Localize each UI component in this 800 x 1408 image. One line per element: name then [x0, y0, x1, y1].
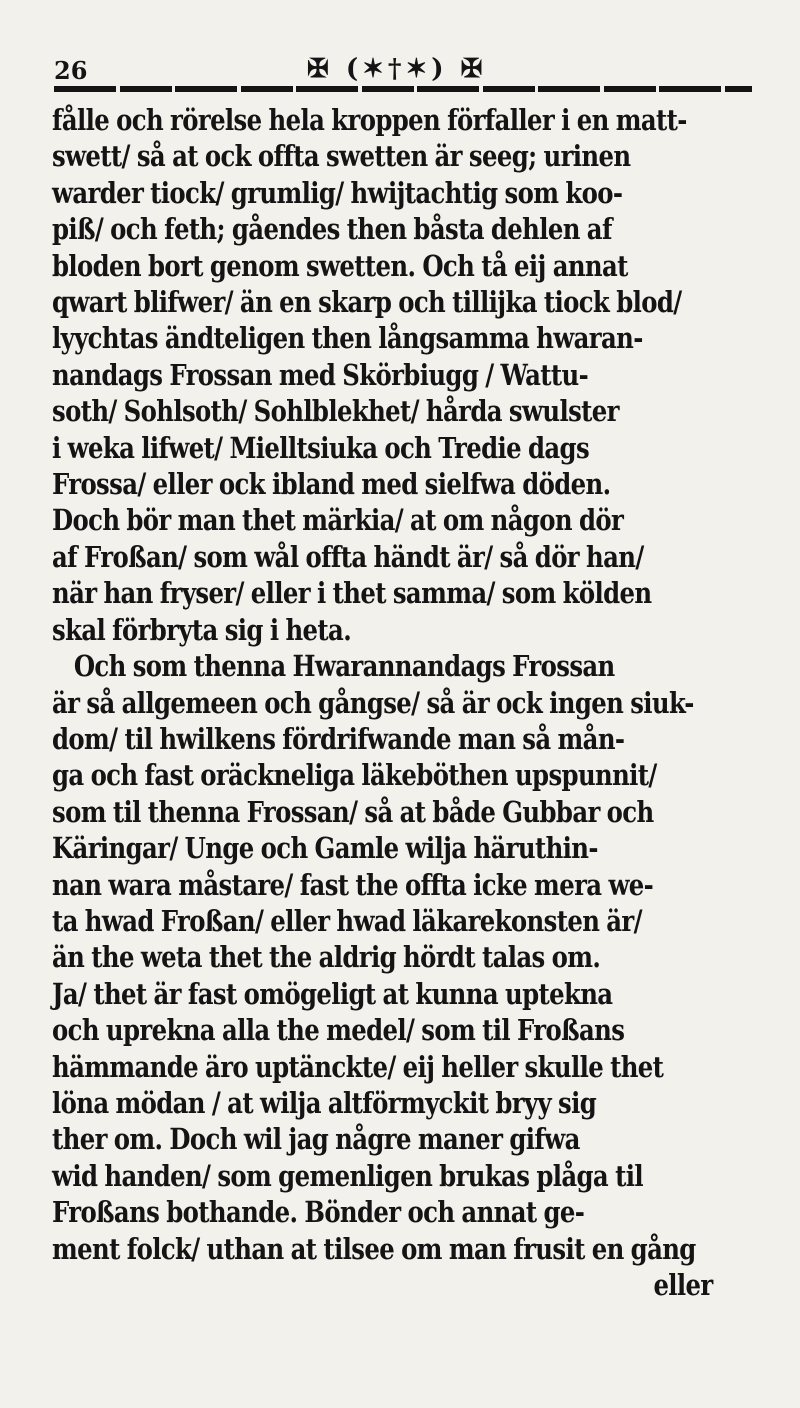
text-line: skal förbryta sig i heta. — [52, 612, 352, 647]
text-line: bloden bort genom swetten. Och tå eij annat — [52, 248, 628, 283]
text-line: wid handen/ som gemenligen brukas plåga til — [52, 1158, 643, 1193]
page-number: 26 — [54, 56, 88, 85]
text-line: i weka lifwet/ Mielltsiuka och Tredie dags — [52, 430, 590, 465]
paragraph-start-line: Och som thenna Hwarannandags Frossan — [73, 649, 615, 684]
text-line: soth/ Sohlsoth/ Sohlblekhet/ hårda swulster — [52, 394, 619, 429]
text-line: af Froßan/ som wål offta händt är/ så dör han/ — [52, 539, 644, 574]
text-line: är så allgemeen och gångse/ så är ock ingen siuk- — [52, 685, 694, 720]
text-line: som til thenna Frossan/ så at både Gubbar och — [52, 794, 654, 829]
text-line: Ja/ thet är fast omögeligt at kunna uptekna — [52, 976, 613, 1011]
text-line: ther om. Doch wil jag någre maner gifwa — [52, 1122, 580, 1157]
text-line: när han fryser/ eller i thet samma/ som kölden — [52, 576, 652, 611]
page-header — [54, 48, 750, 88]
body-text — [52, 102, 713, 1303]
text-line: fålle och rörelse hela kroppen förfaller i en matt- — [52, 103, 687, 137]
text-line: qwart blifwer/ än en skarp och tillijka tiock blod/ — [52, 285, 682, 320]
header-rule — [54, 86, 752, 92]
text-line: Käringar/ Unge och Gamle wilja häruthin- — [52, 831, 598, 866]
text-line: dom/ til hwilkens fördrifwande man så mån- — [52, 721, 625, 756]
header-ornament: ✠ (✶†✶) ✠ — [307, 54, 487, 84]
text-line: hämmande äro uptänckte/ eij heller skulle thet — [52, 1049, 664, 1084]
text-line: piß/ och feth; gåendes then båsta dehlen af — [52, 212, 612, 247]
text-line: Froßans bothande. Bönder och annat ge- — [52, 1195, 585, 1230]
text-line: Frossa/ eller ock ibland med sielfwa döden. — [52, 467, 611, 502]
text-line: nan wara måstare/ fast the offta icke mera we- — [52, 867, 654, 902]
text-line: och uprekna alla the medel/ som til Froßans — [52, 1013, 625, 1048]
text-line: lyychtas ändteligen then långsamma hwaran- — [52, 321, 643, 356]
text-line: ta hwad Froßan/ eller hwad läkarekonsten är/ — [52, 903, 642, 938]
text-line: nandags Frossan med Skörbiugg / Wattu- — [52, 357, 589, 392]
text-line: löna mödan / at wilja altförmyckit bryy sig — [52, 1085, 597, 1120]
text-line: än the weta thet the aldrig hördt talas om. — [52, 940, 601, 975]
text-line: ga och fast oräckneliga läkeböthen upspunnit/ — [52, 758, 657, 793]
text-line: swett/ så at ock offta swetten är seeg; urinen — [52, 139, 631, 174]
text-line: ment folck/ uthan at tilsee om man frusit en gång — [52, 1231, 696, 1266]
text-line: warder tiock/ grumlig/ hwijtachtig som koo- — [52, 175, 623, 210]
catchword: eller — [653, 1268, 713, 1302]
text-line: Doch bör man thet märkia/ at om någon dör — [52, 503, 624, 538]
